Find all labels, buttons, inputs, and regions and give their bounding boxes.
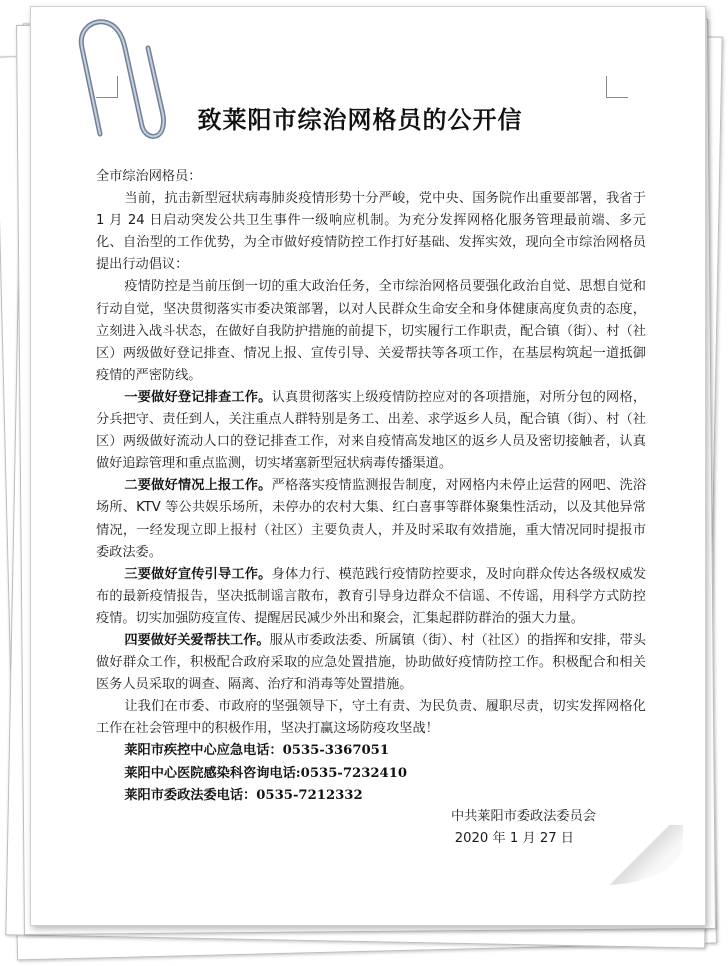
hotline-committee: 莱阳市委政法委电话：0535-7212332 [124, 787, 363, 803]
paragraph-closing [96, 696, 646, 740]
letter-title: 致莱阳市综治网格员的公开信 [197, 105, 523, 134]
paragraph-task [96, 276, 646, 386]
paragraph-lead: 一要做好登记排查工作。 [124, 389, 272, 405]
paragraph-intro [96, 188, 646, 276]
letter-body [96, 166, 646, 807]
signature-org: 中共莱阳市委政法委员会 [450, 809, 596, 824]
paragraph-text: 疫情防控是当前压倒一切的重大政治任务，全市综治网格员要强化政治自觉、思想自觉和行动自觉，坚决贯彻落实市委决策部署，以对人民群众生命安全和身体健康高度负责的态度，立刻进入战斗状态，在做好自我防护措施的前提下，切实履行工作职责，配合镇（街）、村（社区）两级做好登记排查、情况上报、宣传引导、关爱帮扶等各项工作，在基层构筑起一道抵御疫情的严密防线。 [96, 279, 646, 383]
signature-block [400, 806, 630, 850]
paragraph-item-4 [96, 630, 646, 696]
paragraph-text: 身体力行、模范践行疫情防控要求，及时向群众传达各级权威发布的最新疫情报告，坚决抵制谣言散布，教育引导身边群众不信谣、不传谣，用科学方式防控疫情。切实加强防疫宣传、提醒居民减少外出和聚会，汇集起群防群治的强大力量。 [96, 566, 647, 626]
hotline-hospital: 莱阳中心医院感染科咨询电话:0535-7232410 [124, 765, 408, 781]
paragraph-item-2 [96, 475, 646, 563]
paragraph-lead: 二要做好情况上报工作。 [124, 478, 272, 494]
paragraph-text: 让我们在市委、市政府的坚强领导下，守土有责、为民负责、履职尽责，切实发挥网格化工作在社会管理中的积极作用，坚决打赢这场防疫攻坚战！ [96, 699, 646, 737]
paragraph-lead: 四要做好关爱帮扶工作。 [124, 632, 270, 648]
paragraph-item-3 [96, 564, 646, 630]
paragraph-text: 服从市委政法委、所属镇（街）、村（社区）的指挥和安排，带头做好群众工作，积极配合政府采取的应急处置措施，协助做好疫情防控工作。积极配合和相关医务人员采取的调查、隔离、治疗和消毒等处置措施。 [96, 632, 646, 693]
paragraph-text: 当前，抗击新型冠状病毒肺炎疫情形势十分严峻，党中央、国务院作出重要部署，我省于 1 月 24 日启动突发公共卫生事件一级响应机制。为充分发挥网格化服务管理最前端、多元化、自治型的工作优势，为全市做好疫情防控工作打好基础、发挥实效，现向全市综治网格员提出行动倡议： [96, 191, 646, 273]
corner-crop-mark [606, 76, 628, 98]
paragraph-item-1 [96, 387, 646, 475]
hotline-cdc: 莱阳市疾控中心应急电话：0535-3367051 [124, 743, 390, 759]
corner-crop-mark [96, 76, 118, 98]
paragraph-text: 严格落实疫情监测报告制度，对网格内未停止运营的网吧、洗浴场所、KTV 等公共娱乐场所，未停办的农村大集、红白喜事等群体聚集性活动，以及其他异常情况，一经发现立即上报村（社区）主要负责人，并及时采取有效措施，重大情况同时提报市委政法委。 [96, 478, 647, 560]
salutation: 全市综治网格员： [96, 169, 202, 184]
paragraph-lead: 三要做好宣传引导工作。 [124, 566, 272, 582]
paragraph-text: 认真贯彻落实上级疫情防控应对的各项措施，对所分包的网格，分兵把守、责任到人，关注重点人群特别是务工、出差、求学返乡人员，配合镇（街）、村（社区）两级做好流动人口的登记排查工作，对来自疫情高发地区的返乡人员及密切接触者，认真做好追踪管理和重点监测，切实堵塞新型冠状病毒传播渠道。 [96, 389, 647, 472]
signature-date: 2020 年 1 月 27 日 [454, 831, 574, 846]
